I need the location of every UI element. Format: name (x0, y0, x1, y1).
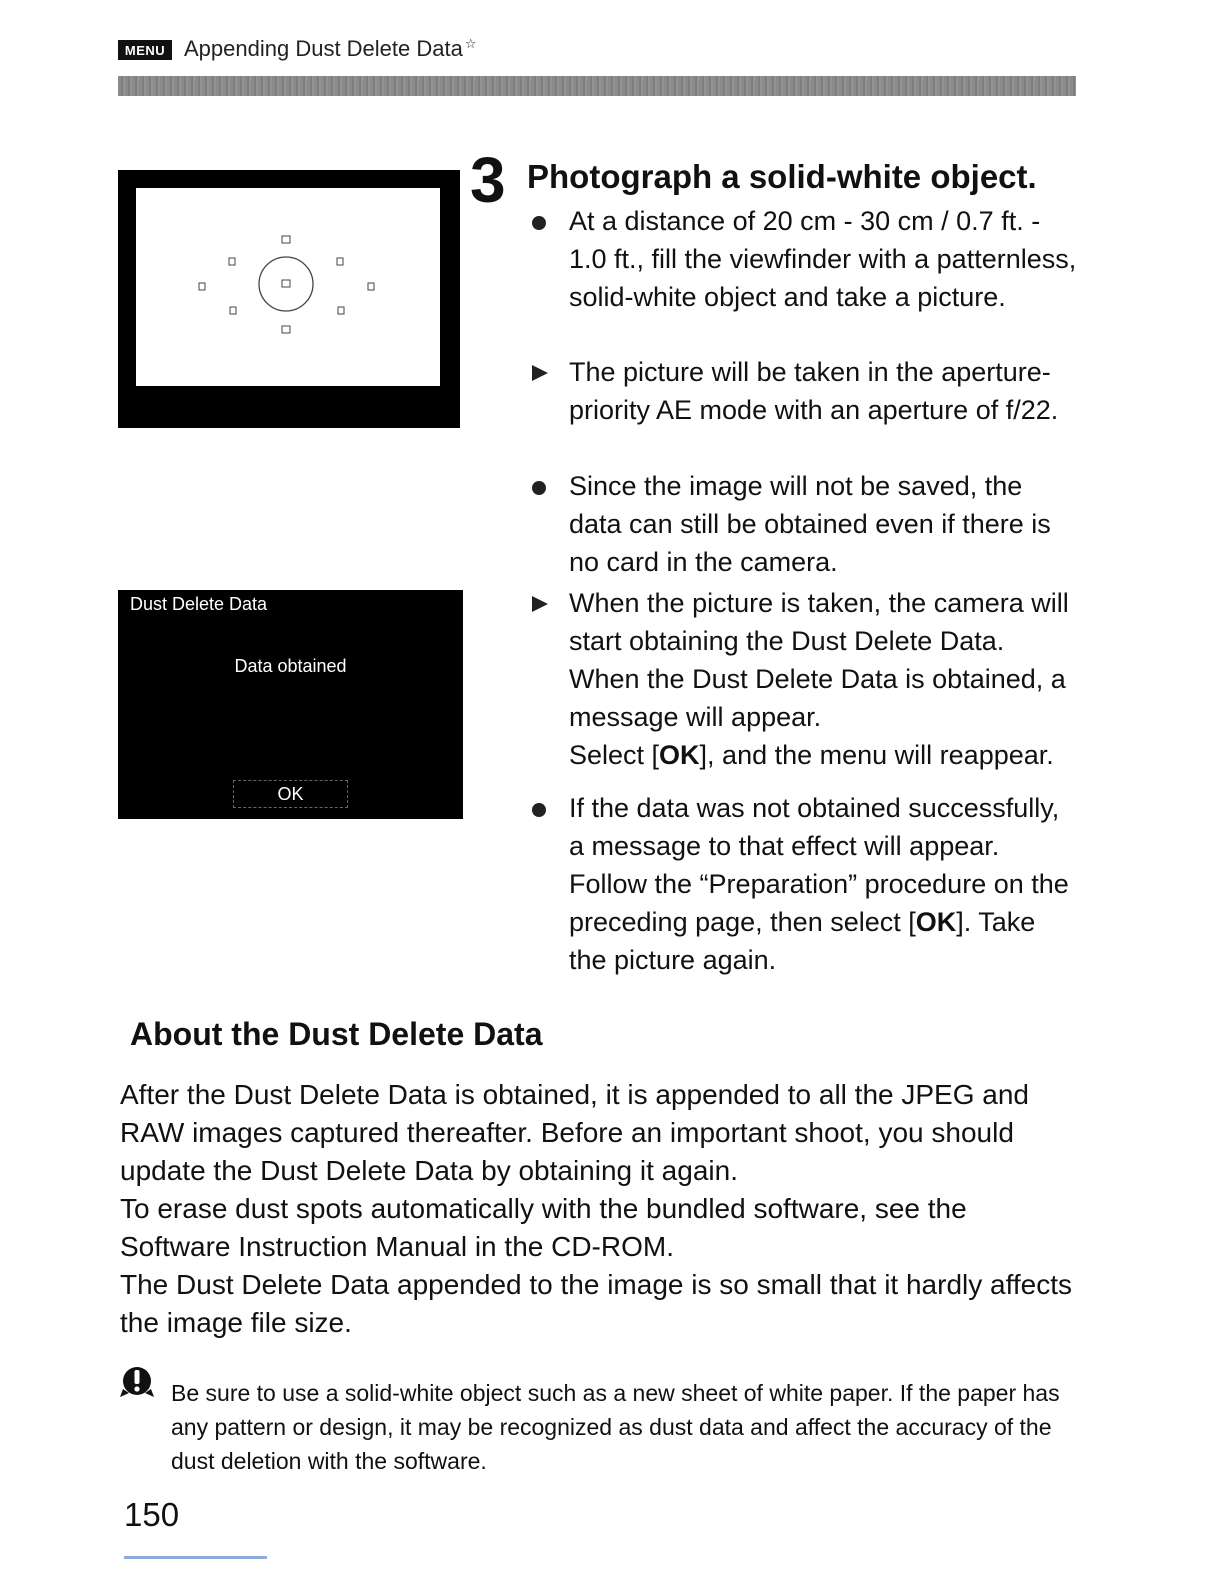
step-title: Photograph a solid-white object. (527, 158, 1037, 195)
af-point-lower-right (338, 307, 344, 314)
af-point-left (199, 283, 205, 290)
lcd-screen-illustration (118, 590, 463, 819)
step-number: 3 (470, 144, 506, 216)
bullet-icon (532, 789, 562, 827)
arrow-icon (532, 353, 562, 391)
af-point-top (282, 236, 290, 243)
item-text: When the picture is taken, the camera will start obtaining the Dust Delete Data. When the Dust Delete Data is obtained, a message will appear. (569, 588, 1069, 732)
item-text: If the data was not obtained successfully, a message to that effect will appear. Follow the “Preparation” procedure on the preceding page, then select [OK]. Take the picture again. (569, 793, 1069, 975)
menu-badge: MENU (118, 40, 172, 60)
paragraph: To erase dust spots automatically with the bundled software, see the Software Instruction Manual in the CD-ROM. (120, 1193, 967, 1262)
bullet-icon (532, 467, 562, 505)
header-bar (118, 76, 1076, 96)
ok-label: OK (915, 907, 957, 937)
list-item (532, 467, 1077, 581)
star-icon: ☆ (464, 36, 477, 51)
paragraph: The Dust Delete Data appended to the image is so small that it hardly affects the image file size. (120, 1269, 1072, 1338)
af-points-diagram (136, 188, 440, 386)
lcd-message: Data obtained (234, 656, 347, 676)
spot-metering-circle (259, 257, 313, 311)
footer-rule (124, 1556, 267, 1559)
viewfinder-screen (136, 188, 440, 386)
af-point-bottom (282, 326, 290, 333)
list-item (532, 789, 1077, 979)
paragraph: After the Dust Delete Data is obtained, it is appended to all the JPEG and RAW images captured thereafter. Before an important shoot, you should update the Dust Delete Data by obtaining it again. (120, 1079, 1029, 1186)
bullet-icon (532, 202, 562, 240)
caution-text: Be sure to use a solid-white object such as a new sheet of white paper. If the paper has any pattern or design, it may be recognized as dust data and affect the accuracy of the dust deletion with the software. (171, 1380, 1060, 1474)
item-text: At a distance of 20 cm - 30 cm / 0.7 ft. - 1.0 ft., fill the viewfinder with a patternless, solid-white object and take a picture. (569, 206, 1077, 312)
list-item (532, 202, 1077, 316)
af-point-center (282, 280, 290, 287)
select-ok-instruction: Select [OK], and the menu will reappear. (569, 740, 1054, 770)
page-number: 150 (124, 1496, 180, 1533)
section-body (120, 1076, 1080, 1342)
af-point-right (368, 283, 374, 290)
ok-label: OK (659, 740, 700, 770)
list-item (532, 353, 1077, 429)
af-point-lower-left (230, 307, 236, 314)
caution-icon (120, 1366, 154, 1400)
item-text: The picture will be taken in the aperture-priority AE mode with an aperture of f/22. (569, 357, 1059, 425)
list-item (532, 584, 1077, 774)
item-text: Since the image will not be saved, the data can still be obtained even if there is no card in the camera. (569, 471, 1051, 577)
viewfinder-illustration (118, 170, 460, 428)
header-title-text: Appending Dust Delete Data (184, 36, 463, 61)
page-header-title (184, 36, 477, 62)
arrow-icon (532, 584, 562, 622)
af-point-upper-left (229, 258, 235, 265)
lcd-title: Dust Delete Data (130, 594, 268, 614)
lcd-ok-button: OK (233, 780, 348, 808)
af-point-upper-right (337, 258, 343, 265)
section-heading: About the Dust Delete Data (130, 1016, 543, 1052)
